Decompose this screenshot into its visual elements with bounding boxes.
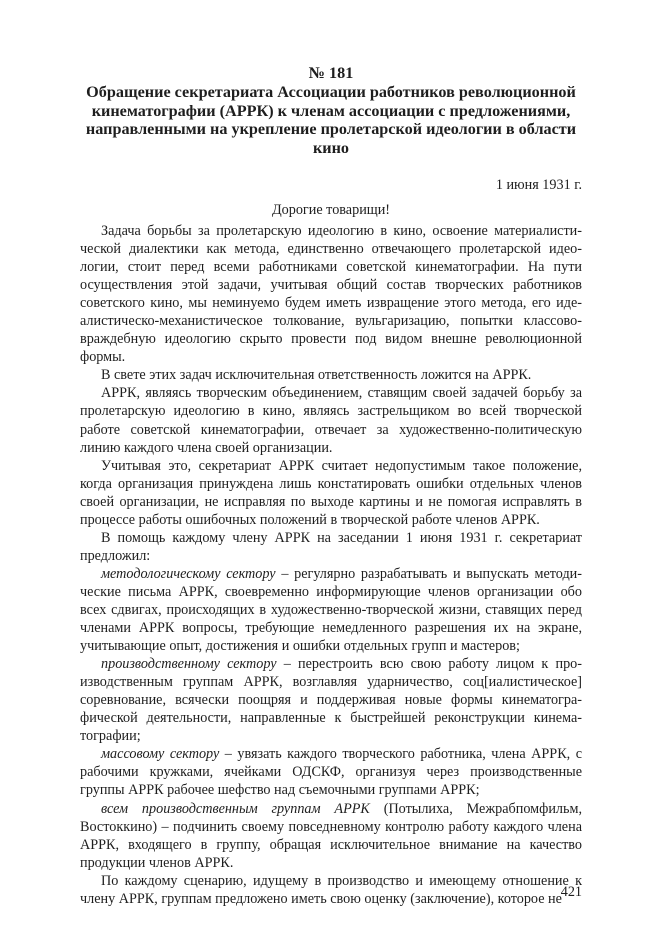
paragraph: методологическому сектору – регулярно разрабатывать и выпускать методические письма АРРК, своевременно информирующие членов организации обо всех сдвигах, происходящих в художественно-творческой жизни, ставящих перед членами АРРК вопросы, требующие немедленного разрешения их на экране, учитывающие опыт, достижения и ошибки отдельных групп и мастеров; [80, 565, 583, 655]
sector-name: всем производственным группам АРРК [101, 800, 370, 817]
document-number: № 181 [308, 64, 354, 82]
paragraph: АРРК, являясь творческим объединением, ставящим своей задачей борьбу за пролетарскую идеологию в кино, являясь застрельщиком во всей творческой работе советской кинематографии, отвечает за художественно-политическую линию каждого члена своей организации. [80, 385, 582, 456]
document-title: Обращение секретариата Ассоциации работников революционной кинематографии (АРРК) к членам ассоциации с предложениями, направленными на укрепление пролетарской идеологии в области кино [85, 82, 577, 158]
paragraph: производственному сектору – перестроить всю свою работу лицом к производственным группам АРРК, возглавляя ударничество, соц[иалистическое] соревнование, всячески поощряя и поддерживая новые формы кинематографической деятельности, направленные к быстрейшей реконструкции кинематографии; [80, 656, 582, 745]
salutation: Дорогие товарищи! [271, 202, 391, 218]
page-number: 421 [560, 884, 582, 900]
paragraph: Учитывая это, секретариат АРРК считает недопустимым такое положение, когда организация принуждена лишь констатировать ошибки отдельных членов своей организации, не исправляя по выходе картины и не помогая исправлять в процессе работы ошибочных положений в творческой работе членов АРРК. [80, 457, 582, 528]
paragraph: В свете этих задач исключительная ответственность ложится на АРРК. [101, 367, 532, 384]
sector-name: массовому сектору [101, 746, 220, 763]
paragraph: всем производственным группам АРРК (Потылиха, Межрабпомфильм, Востоккино) – подчинить своему повседневному контролю работу каждого члена АРРК, входящего в группу, обращая исключительное внимание на качество продукции членов АРРК. [80, 800, 582, 871]
paragraph: Задача борьбы за пролетарскую идеологию в кино, освоение материалистической диалектики как метода, единственно отвечающего пролетарской идеологии, стоит перед всеми работниками советской кинематографии. На пути осуществления этой задачи, учитывая общий состав творческих работников советского кино, мы неминуемо будем иметь извращение этого метода, его идеалистическо-механистическое толкование, вульгаризацию, попытки классововраждебную идеологию скрыто провести под видом внешне революционной формы. [80, 223, 582, 366]
sector-name: производственному сектору [101, 656, 277, 673]
paragraph: В помощь каждому члену АРРК на заседании 1 июня 1931 г. секретариат предложил: [80, 529, 582, 564]
document-date: 1 июня 1931 г. [495, 177, 582, 193]
paragraph: По каждому сценарию, идущему в производство и имеющему отношение к члену АРРК, группам предложено иметь свою оценку (заключение), которое не [80, 872, 582, 907]
sector-name: методологическому сектору [101, 565, 276, 582]
paragraph: массовому сектору – увязать каждого творческого работника, члена АРРК, с рабочими кружками, ячейками ОДСКФ, организуя через производственные группы АРРК рабочее шефство над съемочными группами АРРК; [80, 746, 583, 799]
document-heading [80, 64, 582, 158]
document-body [80, 222, 582, 908]
